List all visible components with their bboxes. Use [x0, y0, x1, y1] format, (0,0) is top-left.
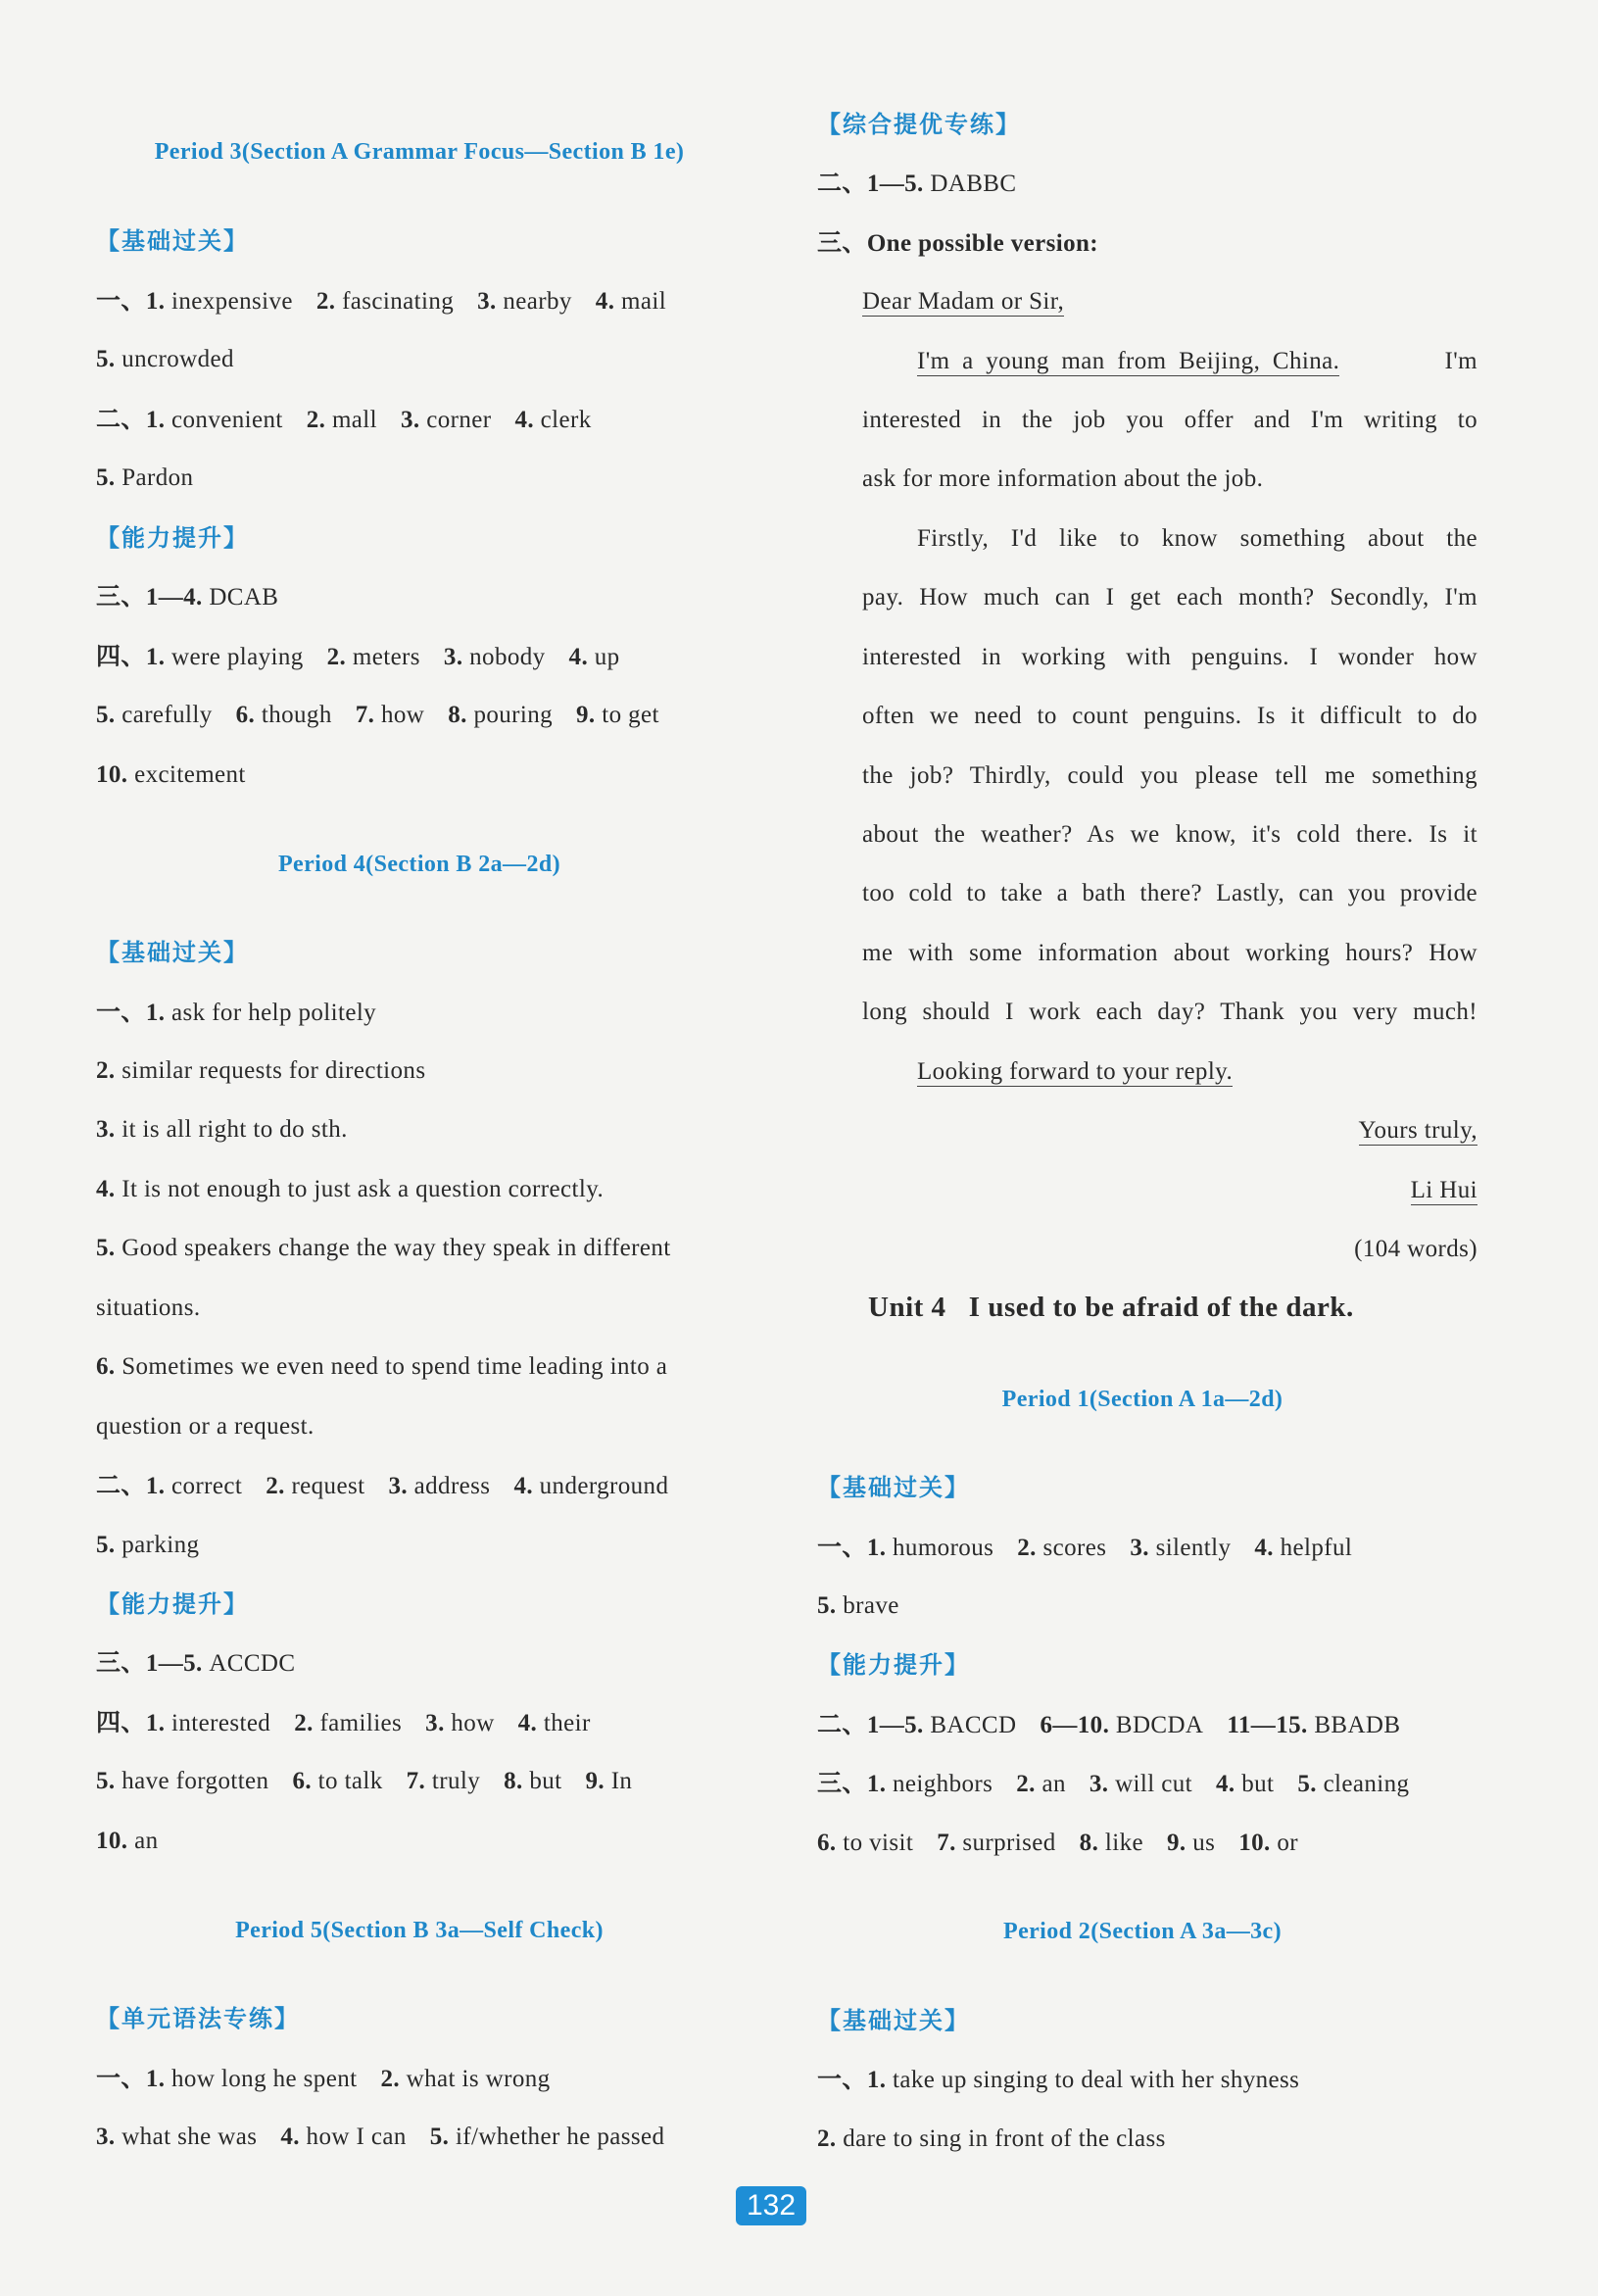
answer-line: 一、1. humorous 2. scores 3. silently 4. helpful: [817, 1533, 1353, 1561]
letter-line: long should I work each day? Thank you very much!: [862, 999, 1477, 1025]
answer-line: 一、1. how long he spent 2. what is wrong: [96, 2064, 551, 2092]
answer-line: 一、1. ask for help politely: [96, 998, 377, 1026]
answer-line: 四、1. interested 2. families 3. how 4. their: [96, 1708, 591, 1736]
answer-line: 二、1. correct 2. request 3. address 4. underground: [96, 1471, 669, 1499]
letter-line: interested in working with penguins. I wonder how: [862, 644, 1477, 670]
letter-line: interested in the job you offer and I'm writing to: [862, 407, 1477, 433]
tag-basic: 【基础过关】: [817, 1474, 970, 1501]
letter-greeting: Dear Madam or Sir,: [862, 288, 1065, 315]
answer-line: 5. parking: [96, 1532, 200, 1558]
page-number: 132: [736, 2186, 806, 2225]
letter-line: ask for more information about the job.: [862, 465, 1264, 492]
answer-line: 6. to visit 7. surprised 8. like 9. us 10. or: [817, 1830, 1298, 1856]
answer-line: situations.: [96, 1295, 201, 1321]
unit-title: Unit 4 I used to be afraid of the dark.: [868, 1292, 1354, 1323]
answer-line: 二、1. convenient 2. mall 3. corner 4. clerk: [96, 405, 592, 433]
answer-line: 3. what she was 4. how I can 5. if/whether he passed: [96, 2124, 665, 2150]
answer-line: 二、1—5. DABBC: [817, 169, 1017, 197]
answer-line: 3. it is all right to do sth.: [96, 1116, 348, 1143]
letter-signature: Li Hui: [1410, 1177, 1477, 1203]
answer-line: 10. excitement: [96, 761, 246, 788]
answer-line: 5. carefully 6. though 7. how 8. pouring 9. to get: [96, 702, 659, 728]
letter-line: too cold to take a bath there? Lastly, can you provide: [862, 880, 1477, 906]
answer-line: 5. brave: [817, 1592, 899, 1619]
period-1-title: Period 1(Section A 1a—2d): [1001, 1387, 1283, 1412]
period-3-title: Period 3(Section A Grammar Focus—Section B 1e): [154, 139, 685, 165]
period-5-title: Period 5(Section B 3a—Self Check): [235, 1918, 604, 1943]
tag-advanced: 【能力提升】: [817, 1651, 970, 1679]
answer-line: 10. an: [96, 1828, 159, 1854]
letter-line: Firstly, I'd like to know something about the: [917, 525, 1477, 552]
tag-basic: 【基础过关】: [817, 2007, 970, 2034]
answer-line: 5. uncrowded: [96, 346, 234, 372]
letter-signoff: Yours truly,: [1358, 1117, 1477, 1144]
letter-line: pay. How much can I get each month? Secondly, I'm: [862, 584, 1477, 611]
letter-line: often we need to count penguins. Is it difficult to do: [862, 703, 1477, 729]
letter-closing: Looking forward to your reply.: [917, 1058, 1234, 1085]
answer-line: 4. It is not enough to just ask a question correctly.: [96, 1176, 605, 1202]
answer-line: 一、1. inexpensive 2. fascinating 3. nearby 4. mail: [96, 286, 667, 315]
answer-line: 二、1—5. BACCD 6—10. BDCDA 11—15. BBADB: [817, 1710, 1401, 1738]
answer-line: 三、1—4. DCAB: [96, 582, 279, 611]
answer-line: 2. dare to sing in front of the class: [817, 2125, 1166, 2152]
tag-comprehensive: 【综合提优专练】: [817, 111, 1021, 138]
letter-line: about the weather? As we know, it's cold there. Is it: [862, 821, 1477, 848]
answer-line: 三、1. neighbors 2. an 3. will cut 4. but 5. cleaning: [817, 1769, 1410, 1797]
tag-basic: 【基础过关】: [96, 227, 249, 255]
answer-line: 一、1. take up singing to deal with her shyness: [817, 2065, 1300, 2093]
period-2-title: Period 2(Section A 3a—3c): [1003, 1919, 1282, 1944]
answer-line: 5. Pardon: [96, 464, 194, 491]
letter-line: me with some information about working hours? How: [862, 940, 1477, 966]
answer-line: 三、1—5. ACCDC: [96, 1648, 296, 1677]
word-count: (104 words): [1354, 1236, 1477, 1262]
letter-line: the job? Thirdly, could you please tell me something: [862, 762, 1477, 789]
tag-advanced: 【能力提升】: [96, 524, 249, 552]
answer-line: 2. similar requests for directions: [96, 1057, 426, 1084]
answer-line: 四、1. were playing 2. meters 3. nobody 4. up: [96, 642, 620, 670]
tag-basic: 【基础过关】: [96, 939, 249, 966]
answer-line: 三、One possible version:: [817, 228, 1099, 257]
answer-line: question or a request.: [96, 1413, 315, 1440]
answer-line: 6. Sometimes we even need to spend time leading into a: [96, 1353, 668, 1380]
period-4-title: Period 4(Section B 2a—2d): [278, 852, 560, 877]
tag-advanced: 【能力提升】: [96, 1590, 249, 1618]
answer-line: 5. Good speakers change the way they speak in different: [96, 1235, 671, 1261]
answer-line: 5. have forgotten 6. to talk 7. truly 8. but 9. In: [96, 1768, 633, 1794]
tag-grammar: 【单元语法专练】: [96, 2005, 300, 2032]
letter-line: I'm a young man from Beijing, China. I'm: [917, 348, 1477, 374]
